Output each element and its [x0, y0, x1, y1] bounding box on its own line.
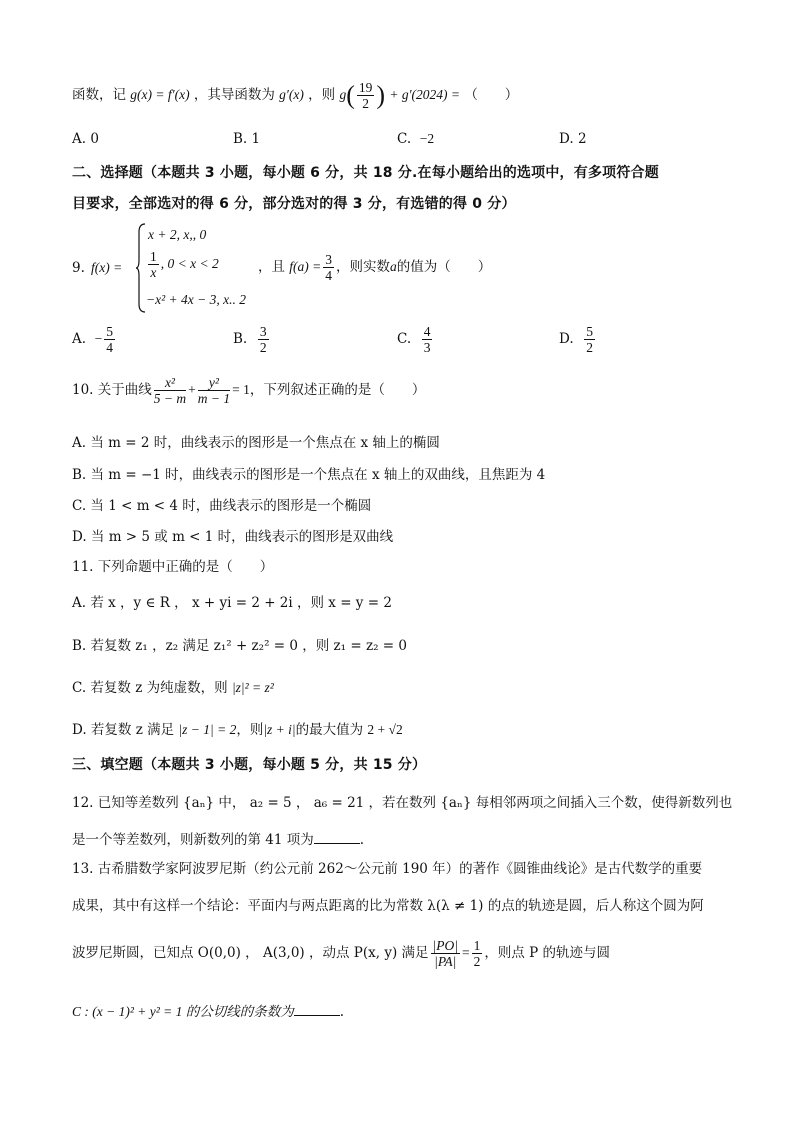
q9-option-d-label: D. — [559, 331, 574, 347]
q11-stem: 11. 下列命题中正确的是（ ） — [72, 559, 274, 575]
q8-option-a-value: 0 — [90, 131, 99, 147]
q9-option-b-frac — [258, 324, 269, 355]
q8-stem-then: ，则 — [308, 87, 336, 103]
q12-line1: 12. 已知等差数列 {aₙ} 中， a₂ = 5 ， a₆ = 21 ，若在数列 {aₙ} 每相邻两项之间插入三个数，使得新数列也 — [72, 795, 733, 811]
q9-case2-num: 1 — [150, 249, 157, 264]
q8-option-c-label: C. — [397, 131, 412, 147]
q10-option-c: C. 当 1 < m < 4 时，曲线表示的图形是一个椭圆 — [72, 498, 372, 514]
q11-option-d-mid: ，则 — [236, 722, 264, 738]
q10-stem — [72, 375, 425, 406]
q8-option-b-value: 1 — [251, 131, 261, 147]
q9-option-d-num: 5 — [586, 324, 593, 339]
q13-line4 — [72, 1000, 344, 1020]
q8-stem — [72, 80, 518, 111]
q10-frac1 — [154, 375, 186, 406]
q9-option-b-label: B. — [233, 331, 248, 347]
q9-case3: −x² + 4x − 3, x.. 2 — [146, 292, 246, 307]
q8-option-d-label: D. — [559, 131, 574, 147]
q9-condition — [258, 252, 491, 283]
q10-frac1-den: 5 − m — [153, 391, 187, 406]
q13-line3 — [72, 938, 610, 969]
q10-option-b: B. 当 m = −1 时，曲线表示的图形是一个焦点在 x 轴上的双曲线，且焦距为 4 — [72, 467, 546, 483]
q11-option-c — [72, 676, 274, 696]
q9-option-c-label: C. — [397, 331, 412, 347]
q9-option-b-den: 2 — [259, 340, 267, 355]
q9-case2-cond: , 0 < x < 2 — [160, 256, 219, 271]
q9-number: 9. — [72, 260, 85, 276]
q10-frac1-num: x² — [154, 375, 186, 391]
q9-option-a-den: 4 — [106, 340, 114, 355]
q10-option-a: A. 当 m = 2 时，曲线表示的图形是一个焦点在 x 轴上的椭圆 — [72, 435, 440, 451]
q8-left-paren: ( — [346, 80, 355, 110]
q11-option-c-prefix: C. 若复数 z 为纯虚数，则 — [72, 680, 228, 696]
q8-option-c — [397, 131, 434, 147]
section2-heading-line1: 二、选择题（本题共 3 小题，每小题 6 分，共 18 分.在每小题给出的选项中，有多项符合题 — [72, 165, 659, 181]
q8-option-b — [233, 131, 260, 147]
q8-g-definition: g(x) = f′(x) — [130, 87, 190, 102]
q9-ask-tail: 的值为（ ） — [396, 259, 492, 275]
q9-fa-num: 3 — [325, 252, 333, 267]
q11-option-d-expr2: |z + i| — [263, 722, 296, 737]
q12-answer-blank[interactable] — [314, 831, 360, 844]
q11-option-d-tail: 的最大值为 — [295, 722, 364, 738]
q13-half-frac — [472, 938, 483, 969]
q13-eq: = — [461, 945, 470, 960]
q9-case1: x + 2, x,, 0 — [148, 227, 207, 242]
q8-option-c-value: −2 — [419, 131, 435, 146]
q11-option-d-expr1: |z − 1| = 2 — [178, 722, 237, 737]
q8-expr-tail: + g′(2024) = — [389, 87, 461, 102]
q8-option-a-label: A. — [72, 131, 87, 147]
q9-option-b-num: 3 — [259, 324, 267, 339]
q9-case2-den: x — [150, 265, 157, 280]
q9-option-a-frac — [104, 324, 115, 355]
q11-option-a: A. 若 x ，y ∈ R ， x + yi = 2 + 2i ，则 x = y = 2 — [72, 595, 392, 611]
q13-line3-tail: ，则点 P 的轨迹与圆 — [484, 945, 610, 961]
q8-option-d-value: 2 — [577, 131, 587, 147]
q11-option-d-prefix: D. 若复数 z 满足 — [72, 722, 175, 738]
q13-half-den: 2 — [473, 954, 481, 969]
section2-heading-line2: 目要求，全部选对的得 6 分，部分选对的得 3 分，有选错的得 0 分） — [72, 196, 516, 212]
q11-option-b: B. 若复数 z₁ ，z₂ 满足 z₁² + z₂² = 0 ，则 z₁ = z₂ = 0 — [72, 638, 407, 654]
q9-option-c-frac — [422, 324, 433, 355]
q12-line2-text: 是一个等差数列，则新数列的第 41 项为 — [72, 832, 314, 848]
q9-option-c-num: 4 — [423, 324, 431, 339]
q13-line2: 成果，其中有这样一个结论：平面内与两点距离的比为常数 λ(λ ≠ 1) 的点的轨迹是圆，后人称这个圆为阿 — [72, 898, 704, 914]
q10-eq: = 1 — [232, 382, 250, 397]
q13-answer-blank[interactable] — [294, 1003, 340, 1016]
q13-pa-den: |PA| — [434, 954, 457, 969]
q9-option-c — [397, 324, 434, 355]
q10-option-d: D. 当 m > 5 或 m < 1 时，曲线表示的图形是双曲线 — [72, 529, 394, 545]
q12-line2 — [72, 828, 364, 848]
q9-case2-frac — [148, 249, 159, 280]
q8-option-d — [559, 131, 587, 147]
q13-line1: 13. 古希腊数学家阿波罗尼斯（约公元前 262～公元前 190 年）的著作《圆锥曲线论》是古代数学的重要 — [72, 861, 703, 877]
q8-stem-mid: ，其导函数为 — [193, 87, 275, 103]
q9-fa: f(a) = — [289, 259, 322, 274]
q8-answer-paren: （ ） — [464, 87, 519, 103]
q13-line4-end: . — [339, 1004, 345, 1020]
q8-gprime: g′(x) — [279, 87, 304, 102]
q10-number: 10. — [72, 382, 94, 398]
q9-option-d-den: 2 — [586, 340, 593, 355]
q9-option-a-label: A. — [72, 331, 87, 347]
q9-fx: f(x) = — [91, 260, 123, 275]
q10-suffix: ，下列叙述正确的是（ ） — [249, 382, 426, 398]
q13-po-pa-frac — [431, 938, 460, 969]
q10-frac2-num: y² — [198, 375, 230, 391]
q13-line3-prefix: 波罗尼斯圆，已知点 O(0,0) ， A(3,0) ，动点 P(x, y) 满足 — [72, 945, 429, 961]
q9-var-a: a — [390, 259, 397, 274]
q13-half-num: 1 — [473, 938, 481, 953]
q11-option-d — [72, 718, 403, 738]
q9-option-a-sign: − — [94, 331, 103, 346]
q9-option-d — [559, 324, 597, 355]
q8-frac-num: 19 — [358, 80, 373, 95]
q9-option-d-frac — [584, 324, 595, 355]
q11-option-c-expr: |z|² = z² — [231, 680, 274, 695]
section3-heading: 三、填空题（本题共 3 小题，每小题 5 分，共 15 分） — [72, 757, 427, 773]
q10-plus: + — [188, 382, 196, 397]
q10-frac2-den: m − 1 — [197, 391, 231, 406]
q8-fraction — [357, 80, 375, 111]
q8-stem-prefix: 函数，记 — [72, 87, 126, 103]
q9-cond-prefix: ，且 — [258, 259, 285, 275]
q11-option-d-value: 2 + √2 — [367, 722, 403, 737]
q9-ask: ，则实数 — [336, 259, 391, 275]
q13-po-num: |PO| — [432, 938, 458, 953]
q9-option-a-num: 5 — [106, 324, 114, 339]
q8-expr-g: g — [339, 87, 347, 102]
q10-frac2 — [198, 375, 230, 406]
q9-fa-den: 4 — [325, 268, 333, 283]
q8-frac-den: 2 — [362, 96, 369, 111]
q9-option-c-den: 3 — [423, 340, 431, 355]
q9-option-b — [233, 324, 271, 355]
q10-prefix: 关于曲线 — [97, 382, 152, 398]
q9-case2 — [146, 249, 219, 280]
q8-right-paren: ) — [376, 80, 386, 110]
q12-line2-end: . — [359, 832, 365, 848]
q9-option-a — [72, 324, 117, 355]
q8-option-b-label: B. — [233, 131, 248, 147]
q13-line4-text: C : (x − 1)² + y² = 1 的公切线的条数为 — [72, 1004, 294, 1019]
q8-option-a — [72, 131, 99, 147]
q9-fa-frac — [323, 252, 334, 283]
